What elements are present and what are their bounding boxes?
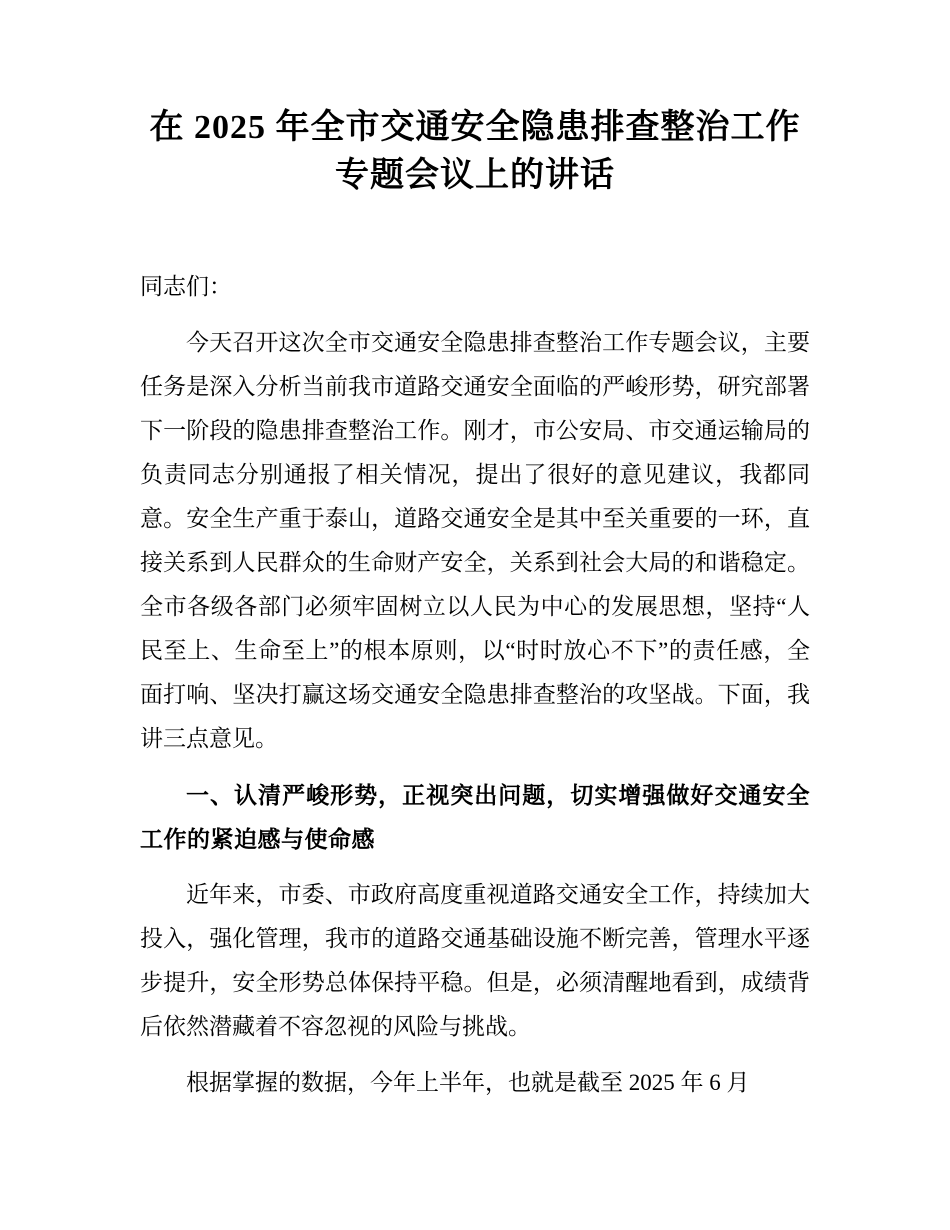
- document-title: 在 2025 年全市交通安全隐患排查整治工作专题会议上的讲话: [149, 109, 801, 195]
- paragraph-intro: 今天召开这次全市交通安全隐患排查整治工作专题会议，主要任务是深入分析当前我市道路交通安全面临的严峻形势，研究部署下一阶段的隐患排查整治工作。刚才，市公安局、市交通运输局的负责同志分别通报了相关情况，提出了很好的意见建议，我都同意。安全生产重于泰山，道路交通安全是其中至关重要的一环，直接关系到人民群众的生命财产安全，关系到社会大局的和谐稳定。全市各级各部门必须牢固树立以人民为中心的发展思想，坚持“人民至上、生命至上”的根本原则，以“时时放心不下”的责任感，全面打响、坚决打赢这场交通安全隐患排查整治的攻坚战。下面，我讲三点意见。: [140, 329, 810, 751]
- section-heading-1: 一、认清严峻形势，正视突出问题，切实增强做好交通安全工作的紧迫感与使命感: [140, 781, 810, 852]
- paragraph-data-intro: 根据掌握的数据，今年上半年，也就是截至 2025 年 6 月: [186, 1069, 750, 1095]
- salutation: 同志们：: [140, 273, 232, 299]
- paragraph-recent-years: 近年来，市委、市政府高度重视道路交通安全工作，持续加大投入，强化管理，我市的道路交通基础设施不断完善，管理水平逐步提升，安全形势总体保持平稳。但是，必须清醒地看到，成绩背后依然潜藏着不容忽视的风险与挑战。: [140, 881, 810, 1039]
